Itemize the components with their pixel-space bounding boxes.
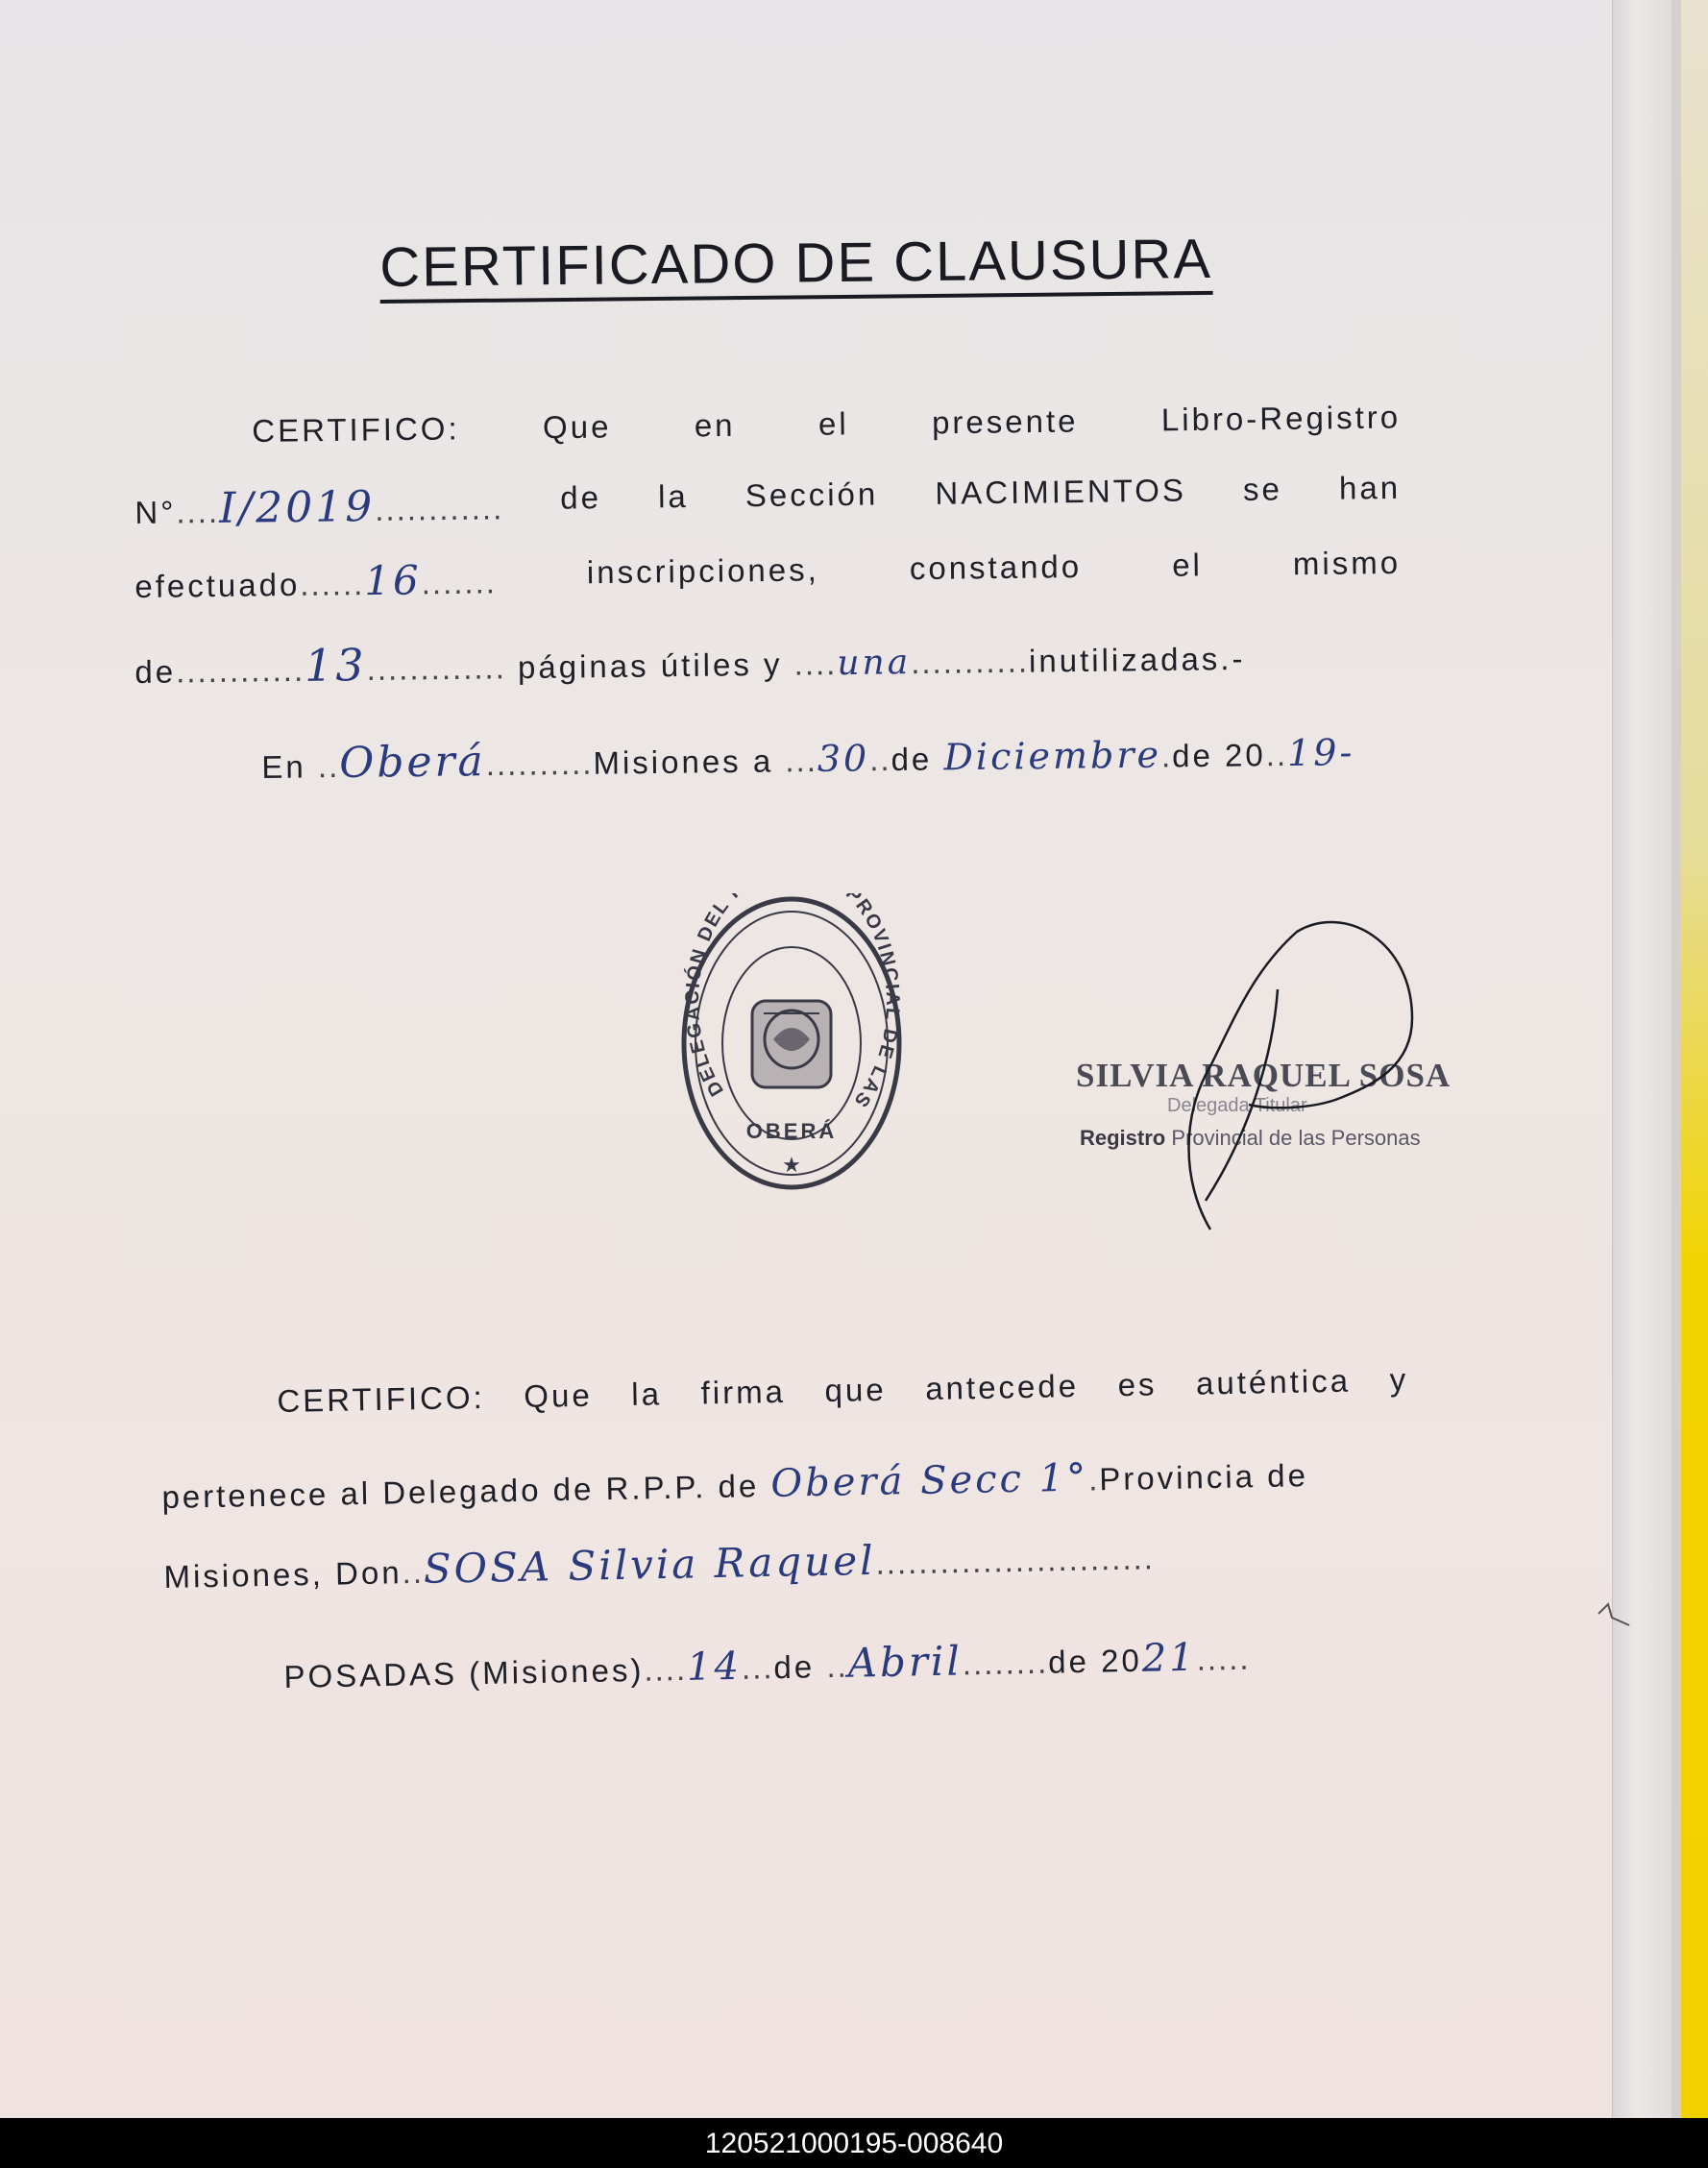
s1-line-5-date: En ..Oberá..........Misiones a ...30..de Diciembre.de 20..19-: [261, 731, 1355, 789]
document-title: CERTIFICADO DE CLAUSURA: [379, 230, 1212, 304]
cert-year-value: 21: [1141, 1635, 1198, 1681]
s2-word: antecede: [924, 1367, 1080, 1407]
cert-day-value: 14: [686, 1644, 743, 1690]
s1-word: inscripciones,: [586, 551, 820, 591]
label-en: En: [261, 748, 306, 785]
inscriptions-field: efectuado......16.......: [134, 556, 498, 605]
register-number-value: I/2019: [218, 481, 376, 533]
s2-word: es: [1117, 1366, 1158, 1403]
stacked-page-edge-2: [1671, 0, 1681, 2118]
footer-bar: [0, 2118, 1708, 2168]
document-id: 120521000195-008640: [704, 2128, 1004, 2159]
cert-month-value: Abril: [847, 1637, 964, 1687]
place-value: Oberá: [338, 737, 487, 789]
coat-of-arms-icon: [752, 1001, 831, 1087]
closing-day-value: 30: [817, 737, 870, 780]
s1-word: en: [694, 406, 736, 444]
label-inutilizadas: inutilizadas.-: [1028, 640, 1246, 679]
s2-line-4-date: POSADAS (Misiones)....14...de ..Abril........de 2021.....: [283, 1635, 1251, 1694]
s1-word: Que: [542, 408, 612, 446]
useful-pages-value: 13: [304, 639, 367, 692]
label-year-prefix: de 20: [1171, 737, 1266, 774]
s1-word: el: [1171, 547, 1204, 583]
yellow-folder-tab: [1681, 0, 1708, 2118]
s2-word: Que: [523, 1376, 594, 1415]
org-bold: Registro: [1080, 1126, 1166, 1150]
s1-word: la: [657, 477, 689, 515]
s2-word: y: [1389, 1361, 1409, 1398]
label-provincia: Provincia de: [1098, 1457, 1309, 1498]
s2-word: CERTIFICO:: [277, 1378, 486, 1419]
closing-month-value: Diciembre: [943, 733, 1162, 779]
s1-word: Libro-Registro: [1160, 399, 1402, 438]
s2-line-3: Misiones, Don..SOSA Silvia Raquel..........................: [163, 1536, 1156, 1595]
unused-pages-value: una: [837, 643, 912, 684]
margin-mark-icon: [1595, 1595, 1633, 1633]
label-no: N°: [134, 494, 177, 530]
label-misiones-a: Misiones a: [593, 743, 774, 781]
s1-word: CERTIFICO:: [252, 410, 460, 449]
s1-line-4: de............13............. páginas útiles y ....una...........inutilizadas.-: [134, 639, 1246, 692]
label-useful-pages: páginas útiles y: [517, 646, 783, 686]
label-de: de: [773, 1648, 816, 1686]
seal-ring-text: DELEGACIÓN DEL PROVINCIAL DE LAS: [681, 893, 904, 1112]
handwritten-signature: [1066, 913, 1431, 1239]
label-de: de: [891, 741, 933, 777]
signatory-role: Delegada Titular: [1167, 1095, 1307, 1116]
s1-word: de: [560, 479, 602, 516]
stacked-page-edge: [1612, 0, 1672, 2118]
s2-word: que: [824, 1371, 887, 1409]
s1-word: mismo: [1292, 544, 1402, 582]
s2-word: auténtica: [1195, 1362, 1352, 1401]
org-rest: Provincial de las Personas: [1171, 1126, 1421, 1150]
label-de: de: [134, 653, 177, 690]
s2-word: firma: [700, 1373, 787, 1411]
s2-word: la: [630, 1376, 663, 1412]
s1-word: constando: [909, 548, 1083, 587]
s2-line-2: pertenece al Delegado de R.P.P. de Oberá Secc 1°.Provincia de: [161, 1455, 1309, 1515]
label-don: Misiones, Don: [163, 1554, 403, 1595]
inscriptions-count-value: 16: [363, 556, 423, 605]
s1-word: se: [1242, 471, 1283, 507]
star-icon: ★: [782, 1153, 801, 1177]
delegation-value: Oberá Secc 1°: [769, 1455, 1089, 1506]
delegate-name-value: SOSA Silvia Raquel: [423, 1536, 876, 1593]
s1-word: Sección: [744, 475, 879, 514]
label-posadas: POSADAS (Misiones): [283, 1651, 645, 1694]
label-delegado: pertenece al Delegado de R.P.P. de: [161, 1468, 760, 1515]
signatory-name: SILVIA RAQUEL SOSA: [1076, 1057, 1452, 1094]
seal-center-text: OBERÁ: [745, 1119, 838, 1143]
s1-word: presente: [931, 402, 1079, 441]
s1-word: han: [1338, 469, 1402, 506]
official-seal-stamp: [677, 893, 906, 1193]
closing-year-value: 19-: [1286, 731, 1355, 774]
s1-word: el: [817, 405, 849, 442]
signature-block: [1066, 913, 1452, 1239]
label-efectuado: efectuado: [134, 566, 301, 604]
s1-word: NACIMIENTOS: [935, 472, 1187, 511]
label-year-prefix: de 20: [1047, 1642, 1143, 1680]
register-number-field: N°....I/2019............: [134, 481, 504, 533]
